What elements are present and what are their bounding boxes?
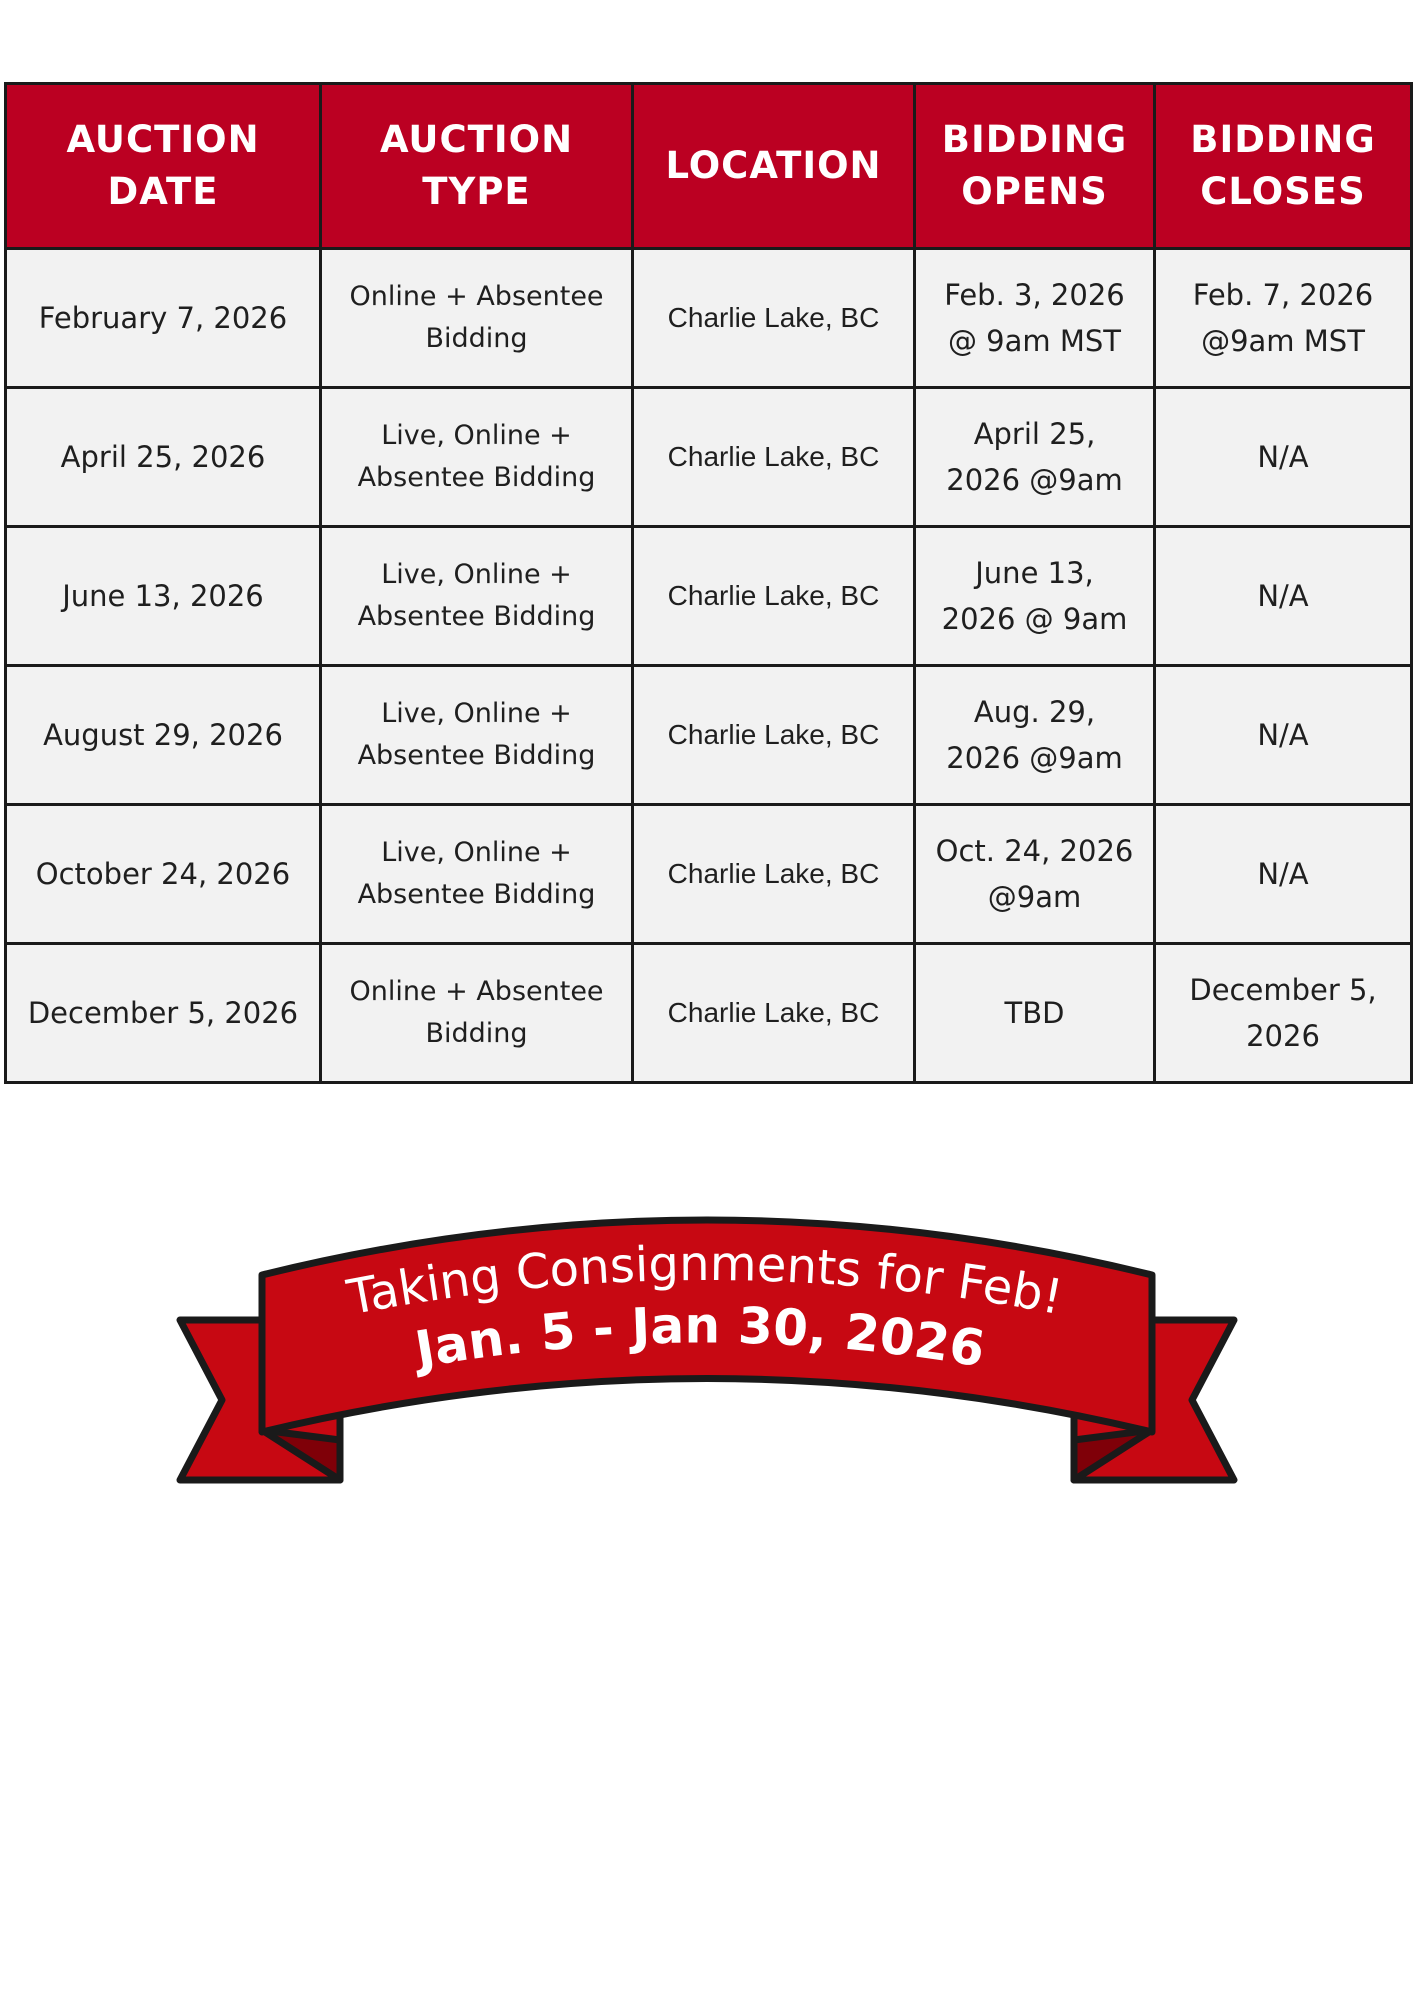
header-location: LOCATION <box>633 84 915 249</box>
location-cell: Charlie Lake, BC <box>633 388 915 527</box>
auction-type-cell: Live, Online + Absentee Bidding <box>321 805 633 944</box>
auction-date-cell: August 29, 2026 <box>6 666 321 805</box>
table-row <box>6 388 1412 527</box>
header-auction-type: AUCTION TYPE <box>321 84 633 249</box>
location-cell: Charlie Lake, BC <box>633 666 915 805</box>
table-row <box>6 249 1412 388</box>
auction-type-cell: Live, Online + Absentee Bidding <box>321 666 633 805</box>
table-row <box>6 527 1412 666</box>
auction-date-cell: February 7, 2026 <box>6 249 321 388</box>
header-bidding-opens: BIDDING OPENS <box>915 84 1155 249</box>
table-row <box>6 805 1412 944</box>
bidding-closes-cell: N/A <box>1155 666 1412 805</box>
bidding-closes-cell: N/A <box>1155 805 1412 944</box>
bidding-opens-cell: June 13, 2026 @ 9am <box>915 527 1155 666</box>
bidding-opens-cell: Aug. 29, 2026 @9am <box>915 666 1155 805</box>
auction-type-cell: Online + Absentee Bidding <box>321 944 633 1083</box>
banner-date-range: Jan. 5 - Jan 30, 2026 <box>411 1296 989 1380</box>
location-cell: Charlie Lake, BC <box>633 527 915 666</box>
table-row <box>6 666 1412 805</box>
auction-schedule-table-wrapper <box>4 82 1410 1084</box>
bidding-opens-cell: Feb. 3, 2026 @ 9am MST <box>915 249 1155 388</box>
auction-schedule-table <box>4 82 1413 1084</box>
header-auction-date: AUCTION DATE <box>6 84 321 249</box>
bidding-opens-cell: April 25, 2026 @9am <box>915 388 1155 527</box>
bidding-closes-cell: N/A <box>1155 527 1412 666</box>
auction-type-cell: Live, Online + Absentee Bidding <box>321 527 633 666</box>
bidding-opens-cell: TBD <box>915 944 1155 1083</box>
auction-type-cell: Online + Absentee Bidding <box>321 249 633 388</box>
header-bidding-closes: BIDDING CLOSES <box>1155 84 1412 249</box>
bidding-closes-cell: Feb. 7, 2026 @9am MST <box>1155 249 1412 388</box>
location-cell: Charlie Lake, BC <box>633 249 915 388</box>
location-cell: Charlie Lake, BC <box>633 805 915 944</box>
banner-headline: Taking Consignments for Feb! <box>343 1235 1067 1327</box>
bidding-closes-cell: N/A <box>1155 388 1412 527</box>
table-row <box>6 944 1412 1083</box>
location-cell: Charlie Lake, BC <box>633 944 915 1083</box>
auction-type-cell: Live, Online + Absentee Bidding <box>321 388 633 527</box>
bidding-closes-cell: December 5, 2026 <box>1155 944 1412 1083</box>
auction-date-cell: June 13, 2026 <box>6 527 321 666</box>
auction-date-cell: October 24, 2026 <box>6 805 321 944</box>
table-header-row <box>6 84 1412 249</box>
consignment-ribbon-banner <box>0 1195 1414 1515</box>
bidding-opens-cell: Oct. 24, 2026 @9am <box>915 805 1155 944</box>
auction-date-cell: December 5, 2026 <box>6 944 321 1083</box>
auction-date-cell: April 25, 2026 <box>6 388 321 527</box>
